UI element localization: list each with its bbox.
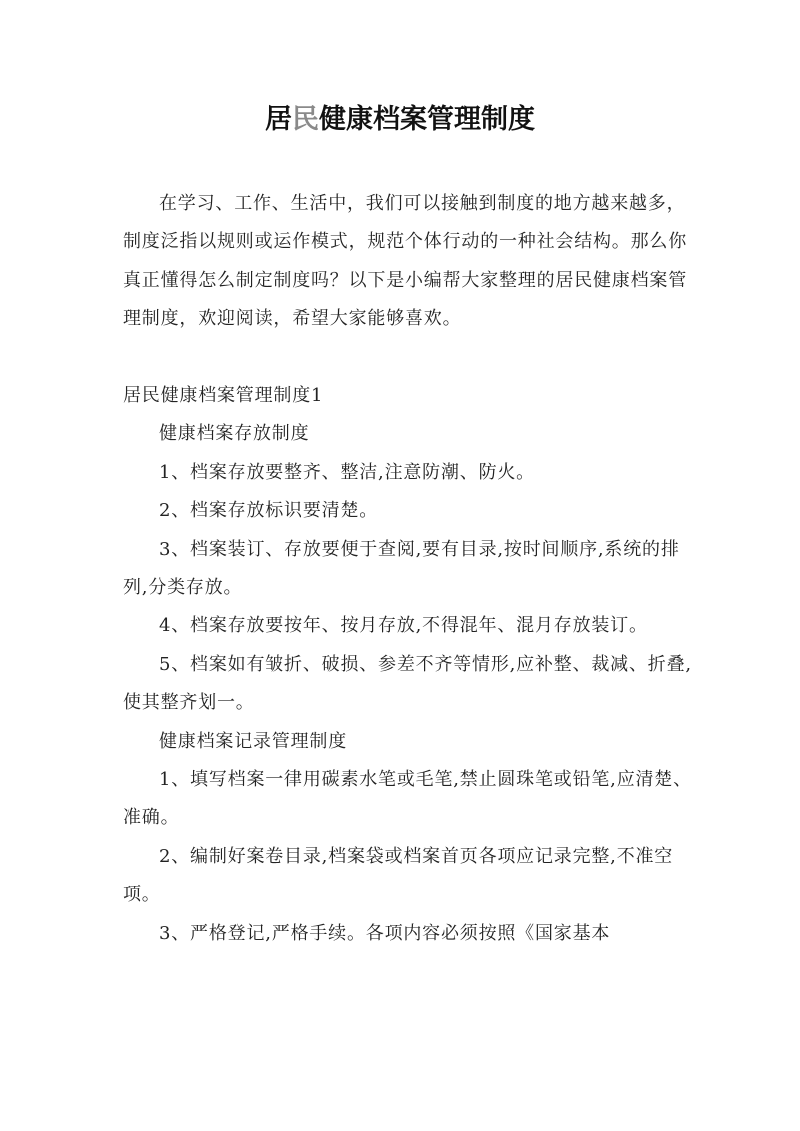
record-item-2: 2、编制好案卷目录,档案袋或档案首页各项应记录完整,不准空项。 — [123, 845, 674, 906]
intro-paragraph: 在学习、工作、生活中，我们可以接触到制度的地方越来越多，制度泛指以规则或运作模式，规范个体行动的一种社会结构。那么你真正懂得怎么制定制度吗？以下是小编帮大家整理的居民健康档案管理制度，欢迎阅读，希望大家能够喜欢。 — [123, 193, 687, 330]
title-part-1: 居 — [265, 104, 292, 135]
storage-item-2: 2、档案存放标识要清楚。 — [159, 500, 379, 522]
title-part-2: 健康档案管理制度 — [319, 104, 535, 135]
document-title — [0, 98, 800, 142]
storage-item-3: 3、档案装订、存放要便于查阅,要有目录,按时间顺序,系统的排列,分类存放。 — [123, 538, 680, 599]
section-1-heading: 居民健康档案管理制度1 — [123, 385, 324, 407]
storage-item-1: 1、档案存放要整齐、整洁,注意防潮、防火。 — [159, 461, 535, 483]
subsection-record-heading: 健康档案记录管理制度 — [159, 730, 347, 752]
subsection-storage-heading: 健康档案存放制度 — [159, 423, 310, 445]
document-body — [123, 185, 693, 953]
record-item-3: 3、严格登记,严格手续。各项内容必须按照《国家基本 — [159, 922, 611, 944]
storage-item-5: 5、档案如有皱折、破损、参差不齐等情形,应补整、裁减、折叠,使其整齐划一。 — [123, 653, 692, 714]
paragraph-gap — [123, 339, 693, 377]
storage-item-4: 4、档案存放要按年、按月存放,不得混年、混月存放装订。 — [159, 615, 648, 637]
record-item-1: 1、填写档案一律用碳素水笔或毛笔,禁止圆珠笔或铅笔,应清楚、准确。 — [123, 769, 692, 829]
title-mark: 民 — [292, 104, 319, 135]
